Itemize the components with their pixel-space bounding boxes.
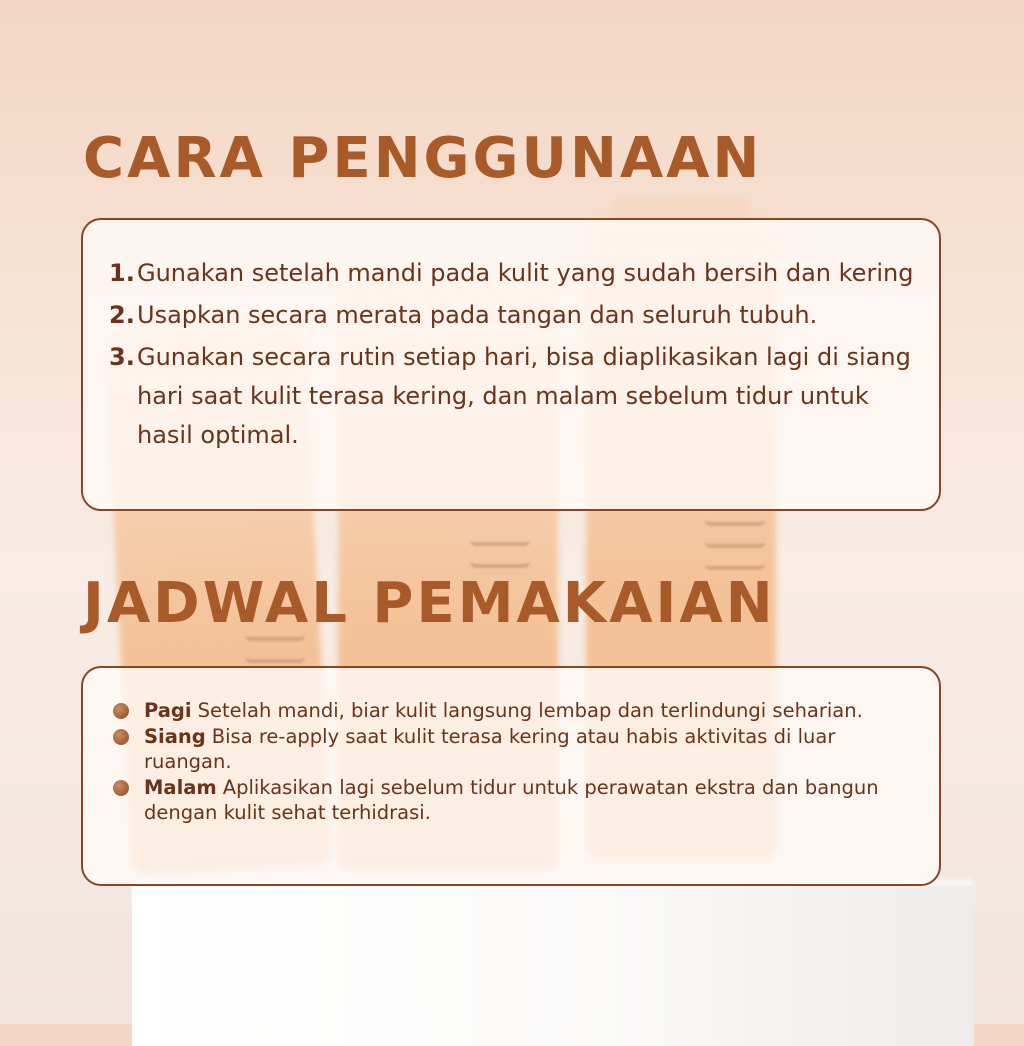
schedule-item-content (144, 775, 919, 825)
usage-steps-list (109, 254, 919, 455)
schedule-list (113, 698, 919, 825)
step-text: Gunakan secara rutin setiap hari, bisa diaplikasikan lagi di siang hari saat kulit terasa kering, dan malam sebelum tidur untuk hasil optimal. (137, 343, 911, 449)
schedule-card (81, 666, 941, 886)
step-number: 3. (109, 343, 135, 371)
schedule-heading: JADWAL PEMAKAIAN (83, 571, 776, 636)
schedule-item (113, 724, 919, 774)
schedule-time-label: Pagi (144, 699, 192, 722)
usage-step (109, 296, 919, 335)
usage-step (109, 338, 919, 455)
schedule-item-text: Bisa re-apply saat kulit terasa kering atau habis aktivitas di luar ruangan. (144, 725, 836, 773)
step-text: Usapkan secara merata pada tangan dan seluruh tubuh. (137, 301, 818, 329)
usage-heading: CARA PENGGUNAAN (83, 126, 763, 191)
bullet-dot-icon (113, 729, 129, 745)
schedule-item-content (144, 724, 919, 774)
usage-step (109, 254, 919, 293)
schedule-item-content (144, 698, 863, 723)
schedule-item (113, 698, 919, 723)
usage-card (81, 218, 941, 511)
bullet-dot-icon (113, 780, 129, 796)
step-number: 1. (109, 259, 135, 287)
schedule-item-text: Setelah mandi, biar kulit langsung lembap dan terlindungi seharian. (197, 699, 863, 722)
bullet-dot-icon (113, 703, 129, 719)
step-number: 2. (109, 301, 135, 329)
schedule-item (113, 775, 919, 825)
schedule-time-label: Malam (144, 776, 217, 799)
display-pedestal (132, 886, 974, 1046)
step-text: Gunakan setelah mandi pada kulit yang sudah bersih dan kering (137, 259, 914, 287)
schedule-item-text: Aplikasikan lagi sebelum tidur untuk perawatan ekstra dan bangun dengan kulit sehat terhidrasi. (144, 776, 879, 824)
schedule-time-label: Siang (144, 725, 206, 748)
